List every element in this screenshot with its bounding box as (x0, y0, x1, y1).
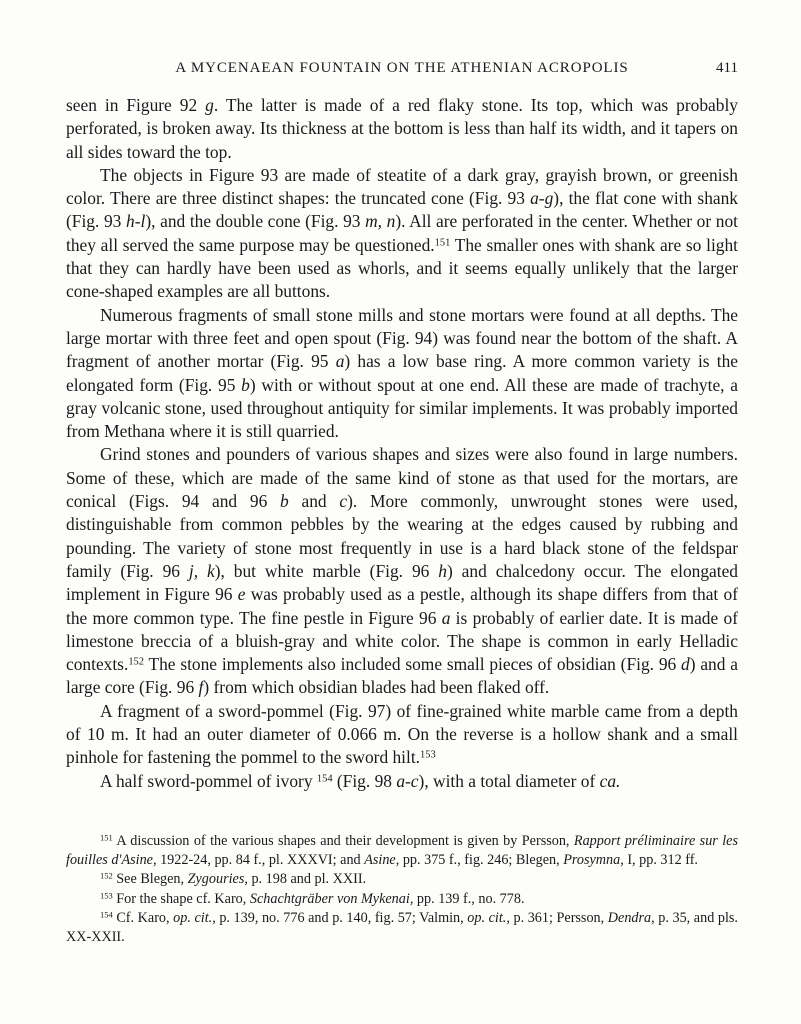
footnote-ref-151[interactable]: 151 (434, 237, 451, 249)
footnote-ref-152[interactable]: 152 (128, 656, 144, 668)
page-number: 411 (716, 60, 738, 76)
footnote-ref-153[interactable]: 153 (420, 749, 436, 761)
paragraph-6: A half sword-pommel of ivory $^{154}$ (Fig. 98 a-c), with a total diameter of ca. (100, 770, 621, 791)
footnote-151: $^{151}$ A discussion of the various shapes and their development is given by Persson, Rapport préliminaire sur les fouilles d'Asine, 1922-24, pp. 84 f., pl. XXXVI; and Asine, pp. 375 f., fig. 246; Blegen, Prosymna, I, pp. 312 ff. (66, 832, 738, 869)
paragraph-4: Grind stones and pounders of various shapes and sizes were also found in large numbers. Some of these, which are made of the same kind of stone as that used for the mortars, are conical (Figs. 94 and 96 b and c). More commonly, unwrought stones were used, distinguishable from common pebbles by the wearing at the edges caused by rubbing and pounding. The variety of stone most frequently in use is a hard black stone of the feldspar family (Fig. 96 j, k), but white marble (Fig. 96 h) and chalcedony occur. The elongated implement in Figure 96 e was probably used as a pestle, although its shape differs from that of the more common type. The fine pestle in Figure 96 a is probably of earlier date. It is made of limestone breccia of a bluish-gray and white color. The shape is common in early Helladic contexts.$^{152}$ The stone implements also included some small pieces of obsidian (Fig. 96 d) and a large core (Fig. 96 f) from which obsidian blades had been flaked off. (66, 444, 738, 698)
footnote-154: $^{154}$ Cf. Karo, op. cit., p. 139, no. 776 and p. 140, fig. 57; Valmin, op. cit., p. 361; Persson, Dendra, p. 35, and pls. XX-XXII. (66, 909, 738, 946)
footnote-ref-154[interactable]: 154 (316, 772, 333, 784)
footnote-152: $^{152}$ See Blegen, Zygouries, p. 198 and pl. XXII. (100, 870, 367, 888)
running-title: A MYCENAEAN FOUNTAIN ON THE ATHENIAN ACROPOLIS (175, 60, 629, 76)
footnotes (66, 832, 738, 947)
paragraph-2: The objects in Figure 93 are made of steatite of a dark gray, grayish brown, or greenish color. There are three distinct shapes: the truncated cone (Fig. 93 a-g), the flat cone with shank (Fig. 93 h-l), and the double cone (Fig. 93 m, n). All are perforated in the center. Whether or not they all served the same purpose may be questioned.$^{151}$ The smaller ones with shank are so light that they can hardly have been used as whorls, and it seems equally unlikely that the larger cone-shaped examples are all buttons. (66, 164, 738, 302)
body-text (66, 94, 738, 793)
footnote-153: $^{153}$ For the shape cf. Karo, Schachtgräber von Mykenai, pp. 139 f., no. 778. (100, 889, 525, 907)
paragraph-1: seen in Figure 92 g. The latter is made of a red flaky stone. Its top, which was probably perforated, is broken away. Its thickness at the bottom is less than half its width, and it tapers on all sides toward the top. (66, 95, 738, 162)
paragraph-3: Numerous fragments of small stone mills and stone mortars were found at all depths. The large mortar with three feet and open spout (Fig. 94) was found near the bottom of the shaft. A fragment of another mortar (Fig. 95 a) has a low base ring. A more common variety is the elongated form (Fig. 95 b) with or without spout at one end. All these are made of trachyte, a gray volcanic stone, used throughout antiquity for similar implements. It was probably imported from Methana where it is still quarried. (66, 304, 738, 442)
paragraph-5: A fragment of a sword-pommel (Fig. 97) of fine-grained white marble came from a depth of 10 m. It had an outer diameter of 0.066 m. On the reverse is a hollow shank and a small pinhole for fastening the pommel to the sword hilt.$^{153}$ (66, 700, 738, 768)
running-header (66, 58, 738, 82)
